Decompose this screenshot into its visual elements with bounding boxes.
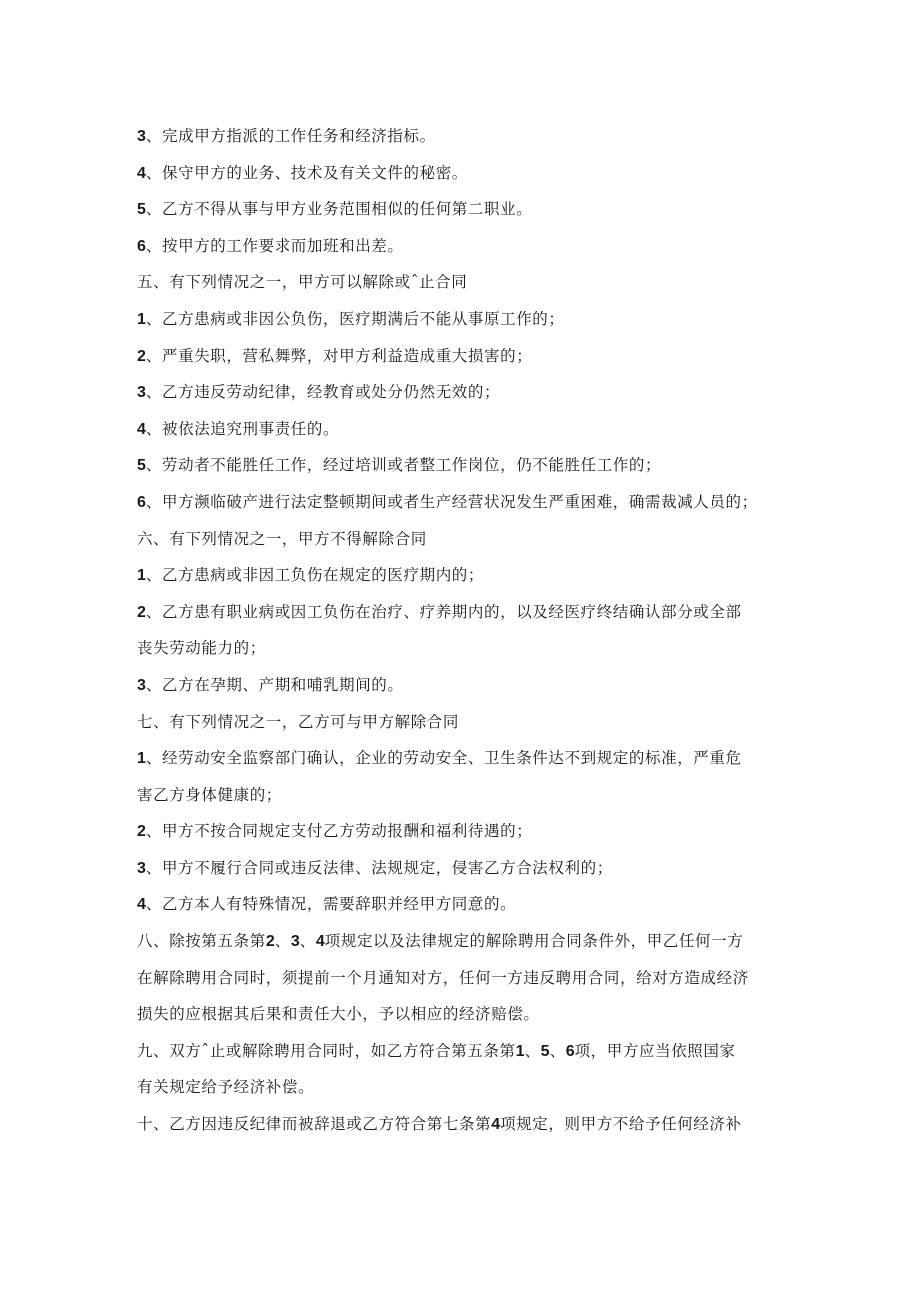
line-text: 、乙方患有职业病或因工负伤在治疗、疗养期内的，以及经医疗终结确认部分或全部 xyxy=(145,602,742,621)
text-line xyxy=(137,850,797,887)
line-text: 、乙方患病或非因公负伤，医疗期满后不能从事原工作的； xyxy=(145,309,565,328)
text-line xyxy=(137,923,797,960)
line-text: 、乙方不得从事与甲方业务范围相似的任何第二职业。 xyxy=(145,200,533,219)
line-text-part: 、 xyxy=(299,932,316,951)
text-line xyxy=(137,338,797,375)
line-text: 九、双方ˆ止或解除聘用合同时，如乙方符合第五条第 xyxy=(137,1041,516,1060)
text-line xyxy=(137,667,797,704)
inline-number: 1 xyxy=(515,1042,525,1060)
item-number: 4 xyxy=(137,164,146,182)
line-text: 、乙方本人有特殊情况，需要辞职并经甲方同意的。 xyxy=(145,895,517,914)
inline-number: 5 xyxy=(540,1042,550,1060)
text-line xyxy=(137,155,797,192)
item-number: 2 xyxy=(137,347,146,365)
text-line xyxy=(137,374,797,411)
line-text: 、乙方违反劳动纪律，经教育或处分仍然无效的； xyxy=(145,383,501,402)
text-line xyxy=(137,630,797,667)
text-line xyxy=(137,960,797,997)
inline-number: 6 xyxy=(565,1042,575,1060)
line-text-part: 、 xyxy=(274,932,291,951)
line-text-part: 、 xyxy=(524,1041,541,1060)
item-number: 3 xyxy=(137,676,146,694)
item-number: 4 xyxy=(137,896,146,914)
text-line xyxy=(137,594,797,631)
line-text-part: 、 xyxy=(549,1041,566,1060)
line-text: 有关规定给予经济补偿。 xyxy=(137,1078,315,1097)
text-line xyxy=(137,886,797,923)
line-text: 六、有下列情况之一，甲方不得解除合同 xyxy=(137,529,427,548)
item-number: 3 xyxy=(137,859,146,877)
line-text: 、保守甲方的业务、技术及有关文件的秘密。 xyxy=(145,163,468,182)
line-text: 丧失劳动能力的； xyxy=(137,639,266,658)
text-line xyxy=(137,1069,797,1106)
item-number: 1 xyxy=(137,750,146,768)
item-number: 3 xyxy=(137,128,146,145)
item-number: 2 xyxy=(137,823,146,841)
line-text: 、按甲方的工作要求而加班和出差。 xyxy=(145,236,404,255)
text-line xyxy=(137,1106,797,1143)
line-text: 害乙方身体健康的； xyxy=(137,785,282,804)
line-text: 、被依法追究刑事责任的。 xyxy=(145,419,340,438)
line-text: 七、有下列情况之一，乙方可与甲方解除合同 xyxy=(137,712,460,731)
item-number: 5 xyxy=(137,457,146,475)
text-line xyxy=(137,1033,797,1070)
text-line xyxy=(137,704,797,741)
text-line xyxy=(137,484,797,521)
text-line xyxy=(137,411,797,448)
line-text-part: 项，甲方应当依照国家 xyxy=(574,1041,736,1060)
item-number: 6 xyxy=(137,237,146,255)
text-line xyxy=(137,557,797,594)
inline-number: 4 xyxy=(491,1116,501,1134)
inline-number: 4 xyxy=(315,933,325,951)
line-text: 、严重失职，营私舞弊，对甲方利益造成重大损害的； xyxy=(145,346,533,365)
text-line xyxy=(137,740,797,777)
text-line xyxy=(137,996,797,1033)
item-number: 4 xyxy=(137,420,146,438)
text-line xyxy=(137,447,797,484)
text-line xyxy=(137,228,797,265)
text-line xyxy=(137,301,797,338)
item-number: 3 xyxy=(137,384,146,402)
text-line xyxy=(137,264,797,301)
line-text: 、甲方不按合同规定支付乙方劳动报酬和福利待遇的； xyxy=(145,822,533,841)
line-text: 在解除聘用合同时，须提前一个月通知对方，任何一方违反聘用合同，给对方造成经济 xyxy=(137,968,749,987)
item-number: 5 xyxy=(137,201,146,219)
line-text: 八、除按第五条第 xyxy=(137,932,266,951)
text-line xyxy=(137,191,797,228)
inline-number: 2 xyxy=(265,933,275,951)
line-text: 、甲方濒临破产进行法定整顿期间或者生产经营状况发生严重困难，确需裁减人员的； xyxy=(145,492,758,511)
inline-number: 3 xyxy=(290,933,300,951)
line-text: 、乙方患病或非因工负伤在规定的医疗期内的； xyxy=(145,566,485,585)
line-text: 五、有下列情况之一，甲方可以解除或ˆ止合同 xyxy=(137,273,468,292)
contract-text-body xyxy=(137,118,797,1143)
line-text: 、劳动者不能胜任工作，经过培训或者整工作岗位，仍不能胜任工作的； xyxy=(145,456,662,475)
line-text: 、完成甲方指派的工作任务和经济指标。 xyxy=(145,127,436,145)
line-text: 十、乙方因违反纪律而被辞退或乙方符合第七条第 xyxy=(137,1115,492,1134)
text-line xyxy=(137,777,797,814)
text-line xyxy=(137,813,797,850)
item-number: 2 xyxy=(137,603,146,621)
text-line xyxy=(137,521,797,558)
text-line xyxy=(137,118,797,155)
line-text-part: 项规定以及法律规定的解除聘用合同条件外，甲乙任何一方 xyxy=(324,932,744,951)
line-text: 、甲方不履行合同或违反法律、法规规定，侵害乙方合法权利的； xyxy=(145,858,613,877)
line-text: 损失的应根据其后果和责任大小，予以相应的经济赔偿。 xyxy=(137,1005,540,1024)
line-text-part: 项规定，则甲方不给予任何经济补 xyxy=(500,1115,742,1134)
line-text: 、经劳动安全监察部门确认，企业的劳动安全、卫生条件达不到规定的标准，严重危 xyxy=(145,749,742,768)
item-number: 1 xyxy=(137,567,146,585)
item-number: 1 xyxy=(137,310,146,328)
item-number: 6 xyxy=(137,493,146,511)
line-text: 、乙方在孕期、产期和哺乳期间的。 xyxy=(145,675,404,694)
